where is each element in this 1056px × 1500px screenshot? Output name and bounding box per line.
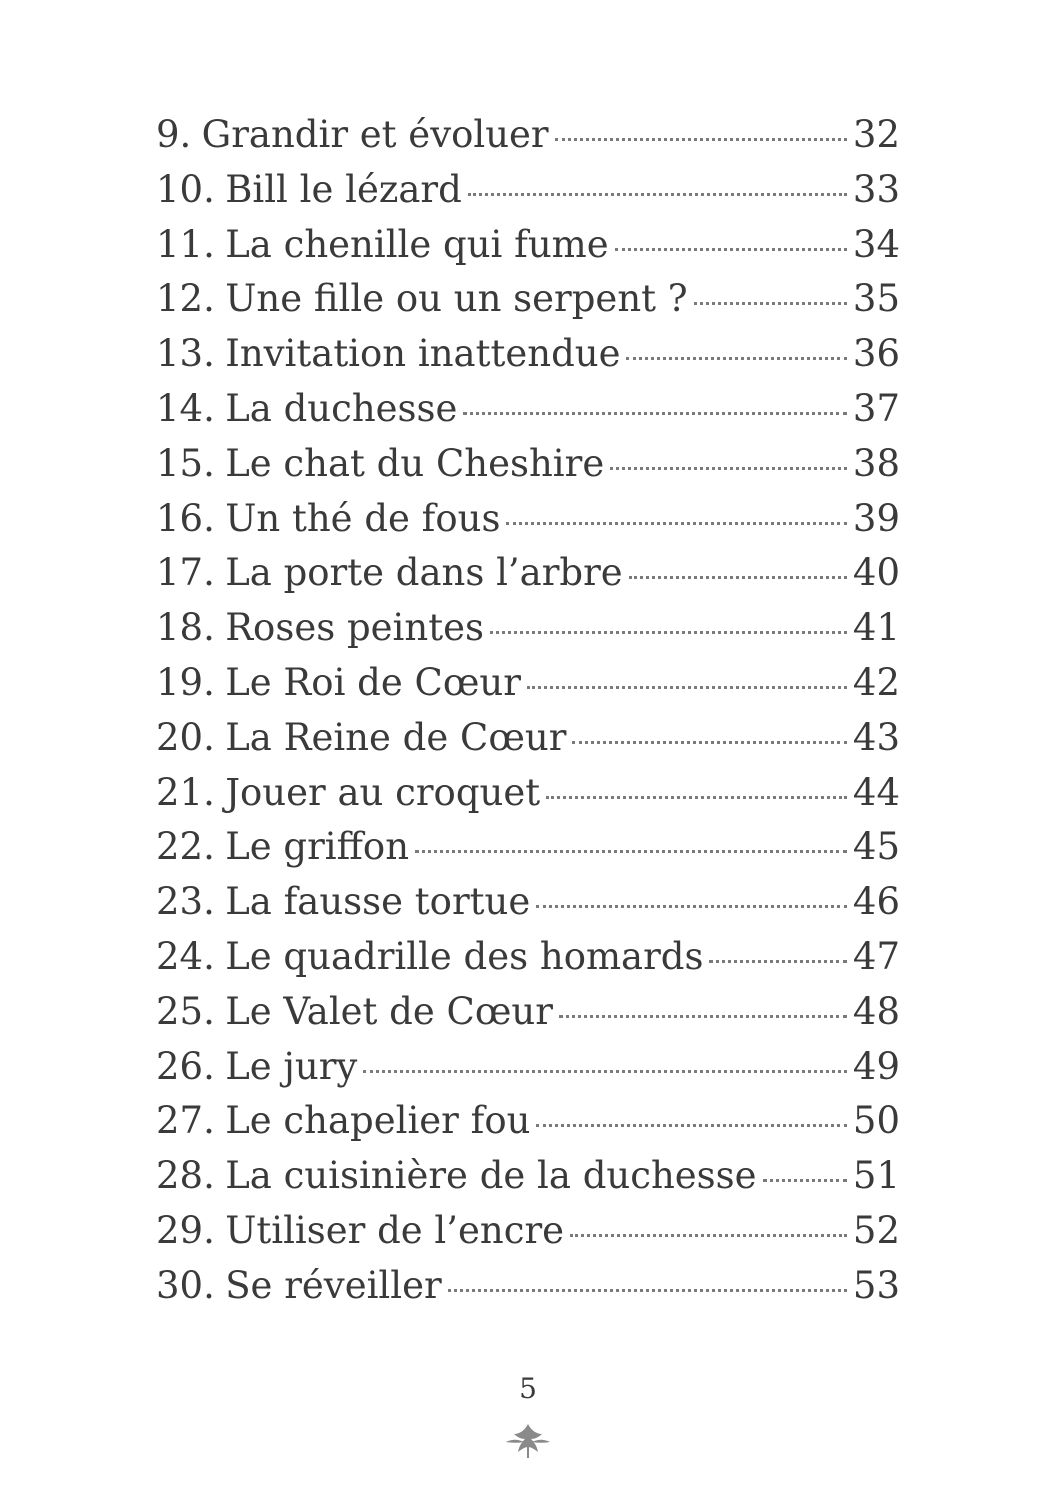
toc-leader-dots [536, 905, 847, 908]
toc-leader-dots [709, 960, 846, 963]
toc-entry [156, 1040, 900, 1095]
toc-entry-title: Le griffon [225, 825, 410, 869]
toc-entry-number: 29. [156, 1208, 215, 1252]
toc-leader-dots [415, 850, 847, 853]
toc-entry-page: 49 [852, 1044, 900, 1088]
toc-entry-number: 16. [156, 496, 215, 540]
toc-entry-number: 19. [156, 660, 215, 704]
toc-entry-number: 10. [156, 167, 215, 211]
toc-entry [156, 1259, 900, 1314]
toc-entry [156, 163, 900, 218]
toc-entry-page: 47 [852, 934, 900, 978]
toc-entry-page: 46 [852, 880, 900, 924]
toc-entry-page: 53 [852, 1263, 900, 1307]
toc-entry-number: 27. [156, 1099, 215, 1143]
toc-entry-title: Le jury [225, 1044, 358, 1088]
toc-entry-title: La chenille qui fume [225, 222, 609, 266]
toc-entry-page: 35 [852, 277, 900, 321]
toc-entry-title: Le chapelier fou [225, 1099, 531, 1143]
toc-leader-dots [615, 248, 847, 251]
toc-leader-dots [463, 412, 846, 415]
toc-entry-number: 9. [156, 113, 192, 156]
toc-entry-number: 22. [156, 825, 215, 869]
toc-entry-title: Se réveiller [225, 1263, 442, 1307]
toc-entry-page: 41 [852, 606, 900, 650]
toc-leader-dots [570, 1234, 847, 1237]
toc-entry-page: 44 [852, 770, 900, 814]
toc-entry-title: La Reine de Cœur [225, 715, 567, 759]
toc-entry-title: Une fille ou un serpent ? [225, 277, 688, 321]
toc-entry-number: 26. [156, 1044, 215, 1088]
toc-entry-title: Le Roi de Cœur [225, 660, 521, 704]
toc-leader-dots [694, 302, 847, 305]
toc-entry [156, 546, 900, 601]
toc-entry-page: 40 [852, 551, 900, 595]
toc-leader-dots [559, 1015, 847, 1018]
toc-entry-number: 17. [156, 551, 215, 595]
toc-entry-page: 37 [852, 386, 900, 430]
toc-leader-dots [546, 796, 847, 799]
toc-entry-page: 32 [852, 113, 900, 156]
toc-entry-title: La fausse tortue [225, 880, 531, 924]
toc-entry-page: 33 [852, 167, 900, 211]
toc-leader-dots [626, 357, 846, 360]
toc-entry-title: Jouer au croquet [225, 770, 541, 814]
toc-entry-number: 23. [156, 880, 215, 924]
toc-entry-page: 45 [852, 825, 900, 869]
toc-entry [156, 1204, 900, 1259]
toc-entry-title: La cuisinière de la duchesse [225, 1154, 757, 1198]
toc-entry-number: 14. [156, 386, 215, 430]
toc-entry [156, 272, 900, 327]
toc-entry-number: 15. [156, 441, 215, 485]
toc-leader-dots [448, 1289, 847, 1292]
toc-entry-page: 50 [852, 1099, 900, 1143]
toc-leader-dots [527, 686, 847, 689]
toc-entry-page: 39 [852, 496, 900, 540]
toc-entry-number: 28. [156, 1154, 215, 1198]
toc-entry-number: 21. [156, 770, 215, 814]
toc-entry-number: 30. [156, 1263, 215, 1307]
toc-entry-number: 20. [156, 715, 215, 759]
toc-entry-page: 34 [852, 222, 900, 266]
toc-entry-title: Le quadrille des homards [225, 934, 704, 978]
toc-entry [156, 327, 900, 382]
toc-leader-dots [555, 138, 847, 141]
toc-entry-title: La duchesse [225, 386, 458, 430]
toc-entry-page: 38 [852, 441, 900, 485]
toc-entry-title: La porte dans l’arbre [225, 551, 623, 595]
toc-entry-number: 24. [156, 934, 215, 978]
toc-entry-page: 51 [852, 1154, 900, 1198]
toc-entry [156, 492, 900, 547]
toc-leader-dots [763, 1179, 847, 1182]
toc-entry-title: Le Valet de Cœur [225, 989, 553, 1033]
toc-entry [156, 985, 900, 1040]
toc-entry-number: 18. [156, 606, 215, 650]
toc-entry-title: Un thé de fous [225, 496, 501, 540]
toc-leader-dots [629, 576, 847, 579]
toc-entry [156, 875, 900, 930]
table-of-contents [156, 108, 900, 1314]
toc-entry-number: 13. [156, 332, 215, 376]
toc-entry-number: 12. [156, 277, 215, 321]
toc-entry [156, 711, 900, 766]
toc-entry-page: 48 [852, 989, 900, 1033]
page-number: 5 [519, 1372, 537, 1405]
toc-entry [156, 437, 900, 492]
fleuron-icon [504, 1420, 552, 1460]
toc-leader-dots [468, 193, 847, 196]
toc-leader-dots [363, 1070, 847, 1073]
toc-entry-page: 43 [852, 715, 900, 759]
toc-entry [156, 218, 900, 273]
toc-entry-title: Bill le lézard [225, 167, 462, 211]
toc-leader-dots [572, 741, 846, 744]
toc-entry [156, 1149, 900, 1204]
toc-entry-number: 11. [156, 222, 215, 266]
toc-entry-title: Roses peintes [225, 606, 484, 650]
toc-leader-dots [506, 522, 846, 525]
toc-entry [156, 820, 900, 875]
toc-entry [156, 601, 900, 656]
toc-leader-dots [536, 1124, 846, 1127]
toc-entry [156, 1094, 900, 1149]
toc-entry-page: 52 [852, 1208, 900, 1252]
toc-entry [156, 108, 900, 163]
toc-entry-number: 25. [156, 989, 215, 1033]
toc-entry [156, 382, 900, 437]
toc-entry-page: 42 [852, 660, 900, 704]
toc-leader-dots [490, 631, 847, 634]
toc-entry-title: Le chat du Cheshire [225, 441, 605, 485]
toc-entry-title: Grandir et évoluer [201, 113, 549, 156]
toc-entry-page: 36 [852, 332, 900, 376]
toc-entry [156, 766, 900, 821]
toc-entry [156, 930, 900, 985]
toc-entry [156, 656, 900, 711]
toc-leader-dots [610, 467, 847, 470]
toc-entry-title: Invitation inattendue [225, 332, 621, 376]
toc-entry-title: Utiliser de l’encre [225, 1208, 565, 1252]
